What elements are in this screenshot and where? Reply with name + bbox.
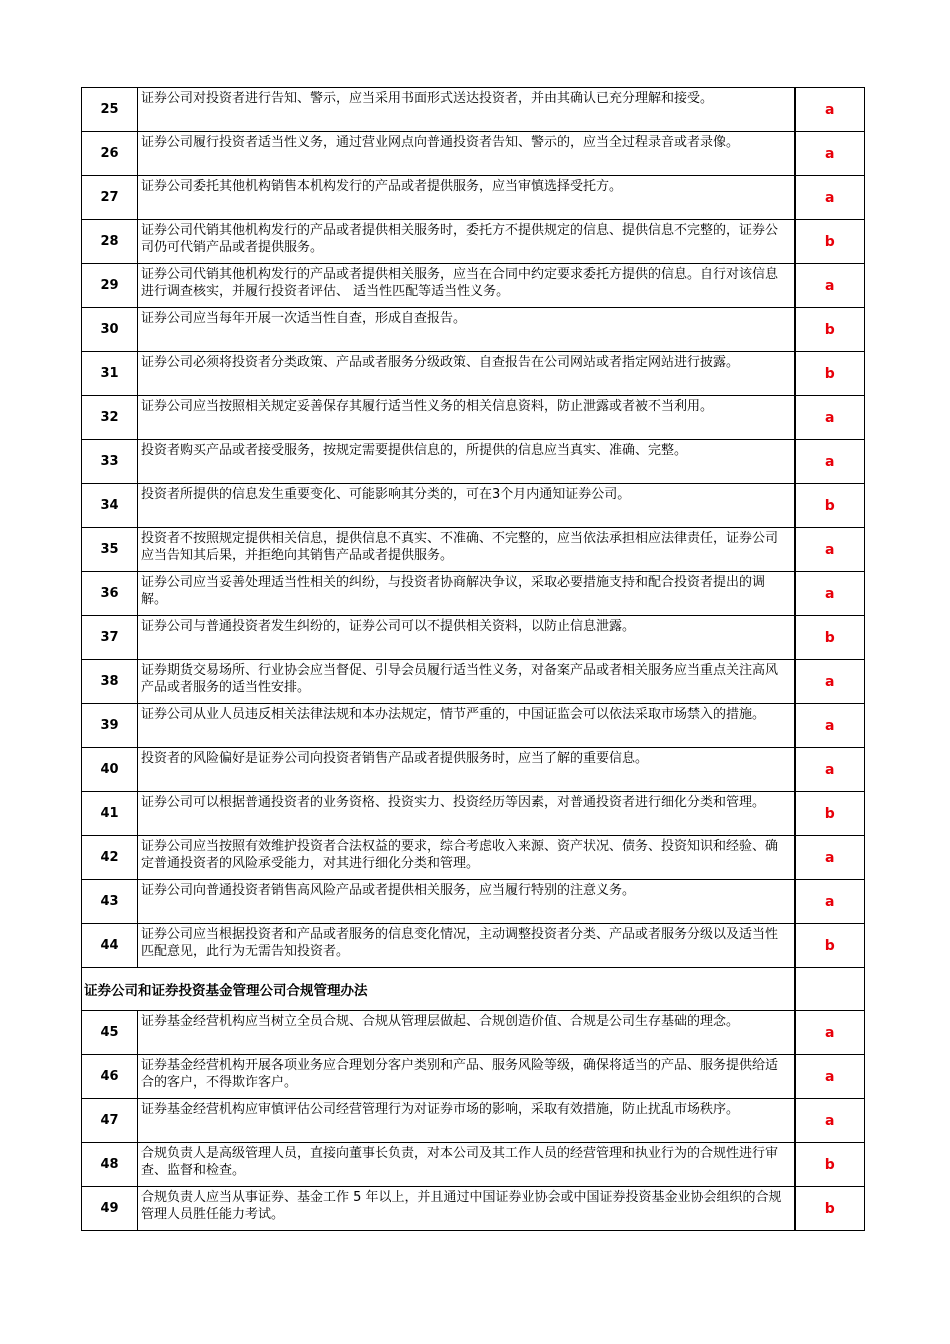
question-number: 47 <box>82 1099 138 1143</box>
question-number: 40 <box>82 748 138 792</box>
question-text: 证券公司应当每年开展一次适当性自查，形成自查报告。 <box>138 308 795 352</box>
table-row <box>82 1143 865 1187</box>
question-text: 证券基金经营机构开展各项业务应合理划分客户类别和产品、服务风险等级，确保将适当的产品、服务提供给适合的客户，不得欺诈客户。 <box>138 1055 795 1099</box>
question-text: 证券公司应当按照相关规定妥善保存其履行适当性义务的相关信息资料，防止泄露或者被不当利用。 <box>138 396 795 440</box>
table-row <box>82 1187 865 1231</box>
answer-cell: a <box>795 880 865 924</box>
answer-cell: a <box>795 440 865 484</box>
question-text: 证券公司代销其他机构发行的产品或者提供相关服务，应当在合同中约定要求委托方提供的信息。自行对该信息进行调查核实，并履行投资者评估、 适当性匹配等适当性义务。 <box>138 264 795 308</box>
question-text: 证券公司向普通投资者销售高风险产品或者提供相关服务，应当履行特别的注意义务。 <box>138 880 795 924</box>
question-text: 证券基金经营机构应当树立全员合规、合规从管理层做起、合规创造价值、合规是公司生存基础的理念。 <box>138 1011 795 1055</box>
answer-cell: b <box>795 924 865 968</box>
question-text: 投资者的风险偏好是证券公司向投资者销售产品或者提供服务时，应当了解的重要信息。 <box>138 748 795 792</box>
question-text: 证券公司履行投资者适当性义务，通过营业网点向普通投资者告知、警示的，应当全过程录音或者录像。 <box>138 132 795 176</box>
question-text: 证券公司委托其他机构销售本机构发行的产品或者提供服务，应当审慎选择受托方。 <box>138 176 795 220</box>
question-text: 证券期货交易场所、行业协会应当督促、引导会员履行适当性义务，对备案产品或者相关服务应当重点关注高风 产品或者服务的适当性安排。 <box>138 660 795 704</box>
question-number: 33 <box>82 440 138 484</box>
answer-cell: a <box>795 396 865 440</box>
question-text: 证券公司应当按照有效维护投资者合法权益的要求，综合考虑收入来源、资产状况、债务、投资知识和经验、确定普通投资者的风险承受能力，对其进行细化分类和管理。 <box>138 836 795 880</box>
question-number: 45 <box>82 1011 138 1055</box>
question-text: 证券公司从业人员违反相关法律法规和本办法规定，情节严重的，中国证监会可以依法采取市场禁入的措施。 <box>138 704 795 748</box>
question-number: 48 <box>82 1143 138 1187</box>
answer-cell: a <box>795 1055 865 1099</box>
question-text: 合规负责人是高级管理人员，直接向董事长负责，对本公司及其工作人员的经营管理和执业行为的合规性进行审查、监督和检查。 <box>138 1143 795 1187</box>
question-number: 42 <box>82 836 138 880</box>
section-row <box>82 968 865 1011</box>
answer-cell: a <box>795 704 865 748</box>
question-text: 证券基金经营机构应审慎评估公司经营管理行为对证券市场的影响，采取有效措施，防止扰乱市场秩序。 <box>138 1099 795 1143</box>
question-text: 证券公司代销其他机构发行的产品或者提供相关服务时，委托方不提供规定的信息、提供信息不完整的，证券公司仍可代销产品或者提供服务。 <box>138 220 795 264</box>
table-body <box>82 88 865 1231</box>
table-row <box>82 616 865 660</box>
table-row <box>82 308 865 352</box>
question-text: 证券公司应当根据投资者和产品或者服务的信息变化情况，主动调整投资者分类、产品或者服务分级以及适当性匹配意见，此行为无需告知投资者。 <box>138 924 795 968</box>
question-number: 29 <box>82 264 138 308</box>
question-text: 证券公司可以根据普通投资者的业务资格、投资实力、投资经历等因素，对普通投资者进行细化分类和管理。 <box>138 792 795 836</box>
table-row <box>82 1099 865 1143</box>
table-row <box>82 836 865 880</box>
question-number: 49 <box>82 1187 138 1231</box>
question-number: 38 <box>82 660 138 704</box>
answer-cell: a <box>795 1011 865 1055</box>
table-row <box>82 352 865 396</box>
question-text: 证券公司应当妥善处理适当性相关的纠纷，与投资者协商解决争议，采取必要措施支持和配合投资者提出的调解。 <box>138 572 795 616</box>
question-text: 投资者不按照规定提供相关信息，提供信息不真实、不准确、不完整的，应当依法承担相应法律责任，证券公司应当告知其后果，并拒绝向其销售产品或者提供服务。 <box>138 528 795 572</box>
question-number: 25 <box>82 88 138 132</box>
answer-cell: a <box>795 572 865 616</box>
question-number: 36 <box>82 572 138 616</box>
question-text: 证券公司必须将投资者分类政策、产品或者服务分级政策、自查报告在公司网站或者指定网站进行披露。 <box>138 352 795 396</box>
question-number: 39 <box>82 704 138 748</box>
table-row <box>82 132 865 176</box>
question-number: 44 <box>82 924 138 968</box>
table-row <box>82 1011 865 1055</box>
answer-cell: b <box>795 352 865 396</box>
table-row <box>82 220 865 264</box>
question-number: 27 <box>82 176 138 220</box>
question-number: 31 <box>82 352 138 396</box>
table-row <box>82 572 865 616</box>
answer-cell: a <box>795 660 865 704</box>
question-number: 32 <box>82 396 138 440</box>
question-text: 投资者所提供的信息发生重要变化、可能影响其分类的，可在3个月内通知证券公司。 <box>138 484 795 528</box>
answer-cell: a <box>795 132 865 176</box>
question-number: 46 <box>82 1055 138 1099</box>
table-row <box>82 792 865 836</box>
question-text: 投资者购买产品或者接受服务，按规定需要提供信息的，所提供的信息应当真实、准确、完整。 <box>138 440 795 484</box>
question-text: 证券公司与普通投资者发生纠纷的，证券公司可以不提供相关资料，以防止信息泄露。 <box>138 616 795 660</box>
question-text: 证券公司对投资者进行告知、警示，应当采用书面形式送达投资者，并由其确认已充分理解和接受。 <box>138 88 795 132</box>
answer-cell: b <box>795 308 865 352</box>
answer-cell: b <box>795 484 865 528</box>
answer-cell: b <box>795 792 865 836</box>
answer-cell: a <box>795 88 865 132</box>
table-row <box>82 396 865 440</box>
table-row <box>82 440 865 484</box>
table-row <box>82 484 865 528</box>
table-row <box>82 748 865 792</box>
answer-cell: b <box>795 220 865 264</box>
answer-cell: a <box>795 748 865 792</box>
question-number: 30 <box>82 308 138 352</box>
table-row <box>82 924 865 968</box>
answer-cell: a <box>795 264 865 308</box>
table-row <box>82 176 865 220</box>
table-row <box>82 1055 865 1099</box>
question-number: 26 <box>82 132 138 176</box>
table-row <box>82 660 865 704</box>
answer-cell: a <box>795 176 865 220</box>
question-number: 35 <box>82 528 138 572</box>
answer-cell: a <box>795 528 865 572</box>
answer-cell: b <box>795 1143 865 1187</box>
answer-cell: a <box>795 1099 865 1143</box>
table-row <box>82 704 865 748</box>
answer-cell-empty <box>795 968 865 1011</box>
section-title: 证券公司和证券投资基金管理公司合规管理办法 <box>82 968 795 1011</box>
question-table <box>81 87 864 1231</box>
answer-cell: a <box>795 836 865 880</box>
table-row <box>82 264 865 308</box>
question-number: 34 <box>82 484 138 528</box>
question-number: 28 <box>82 220 138 264</box>
question-text: 合规负责人应当从事证券、基金工作 5 年以上，并且通过中国证券业协会或中国证券投资基金业协会组织的合规管理人员胜任能力考试。 <box>138 1187 795 1231</box>
answer-cell: b <box>795 1187 865 1231</box>
question-number: 37 <box>82 616 138 660</box>
table-row <box>82 88 865 132</box>
table-row <box>82 880 865 924</box>
answer-cell: b <box>795 616 865 660</box>
question-number: 43 <box>82 880 138 924</box>
table-row <box>82 528 865 572</box>
question-number: 41 <box>82 792 138 836</box>
